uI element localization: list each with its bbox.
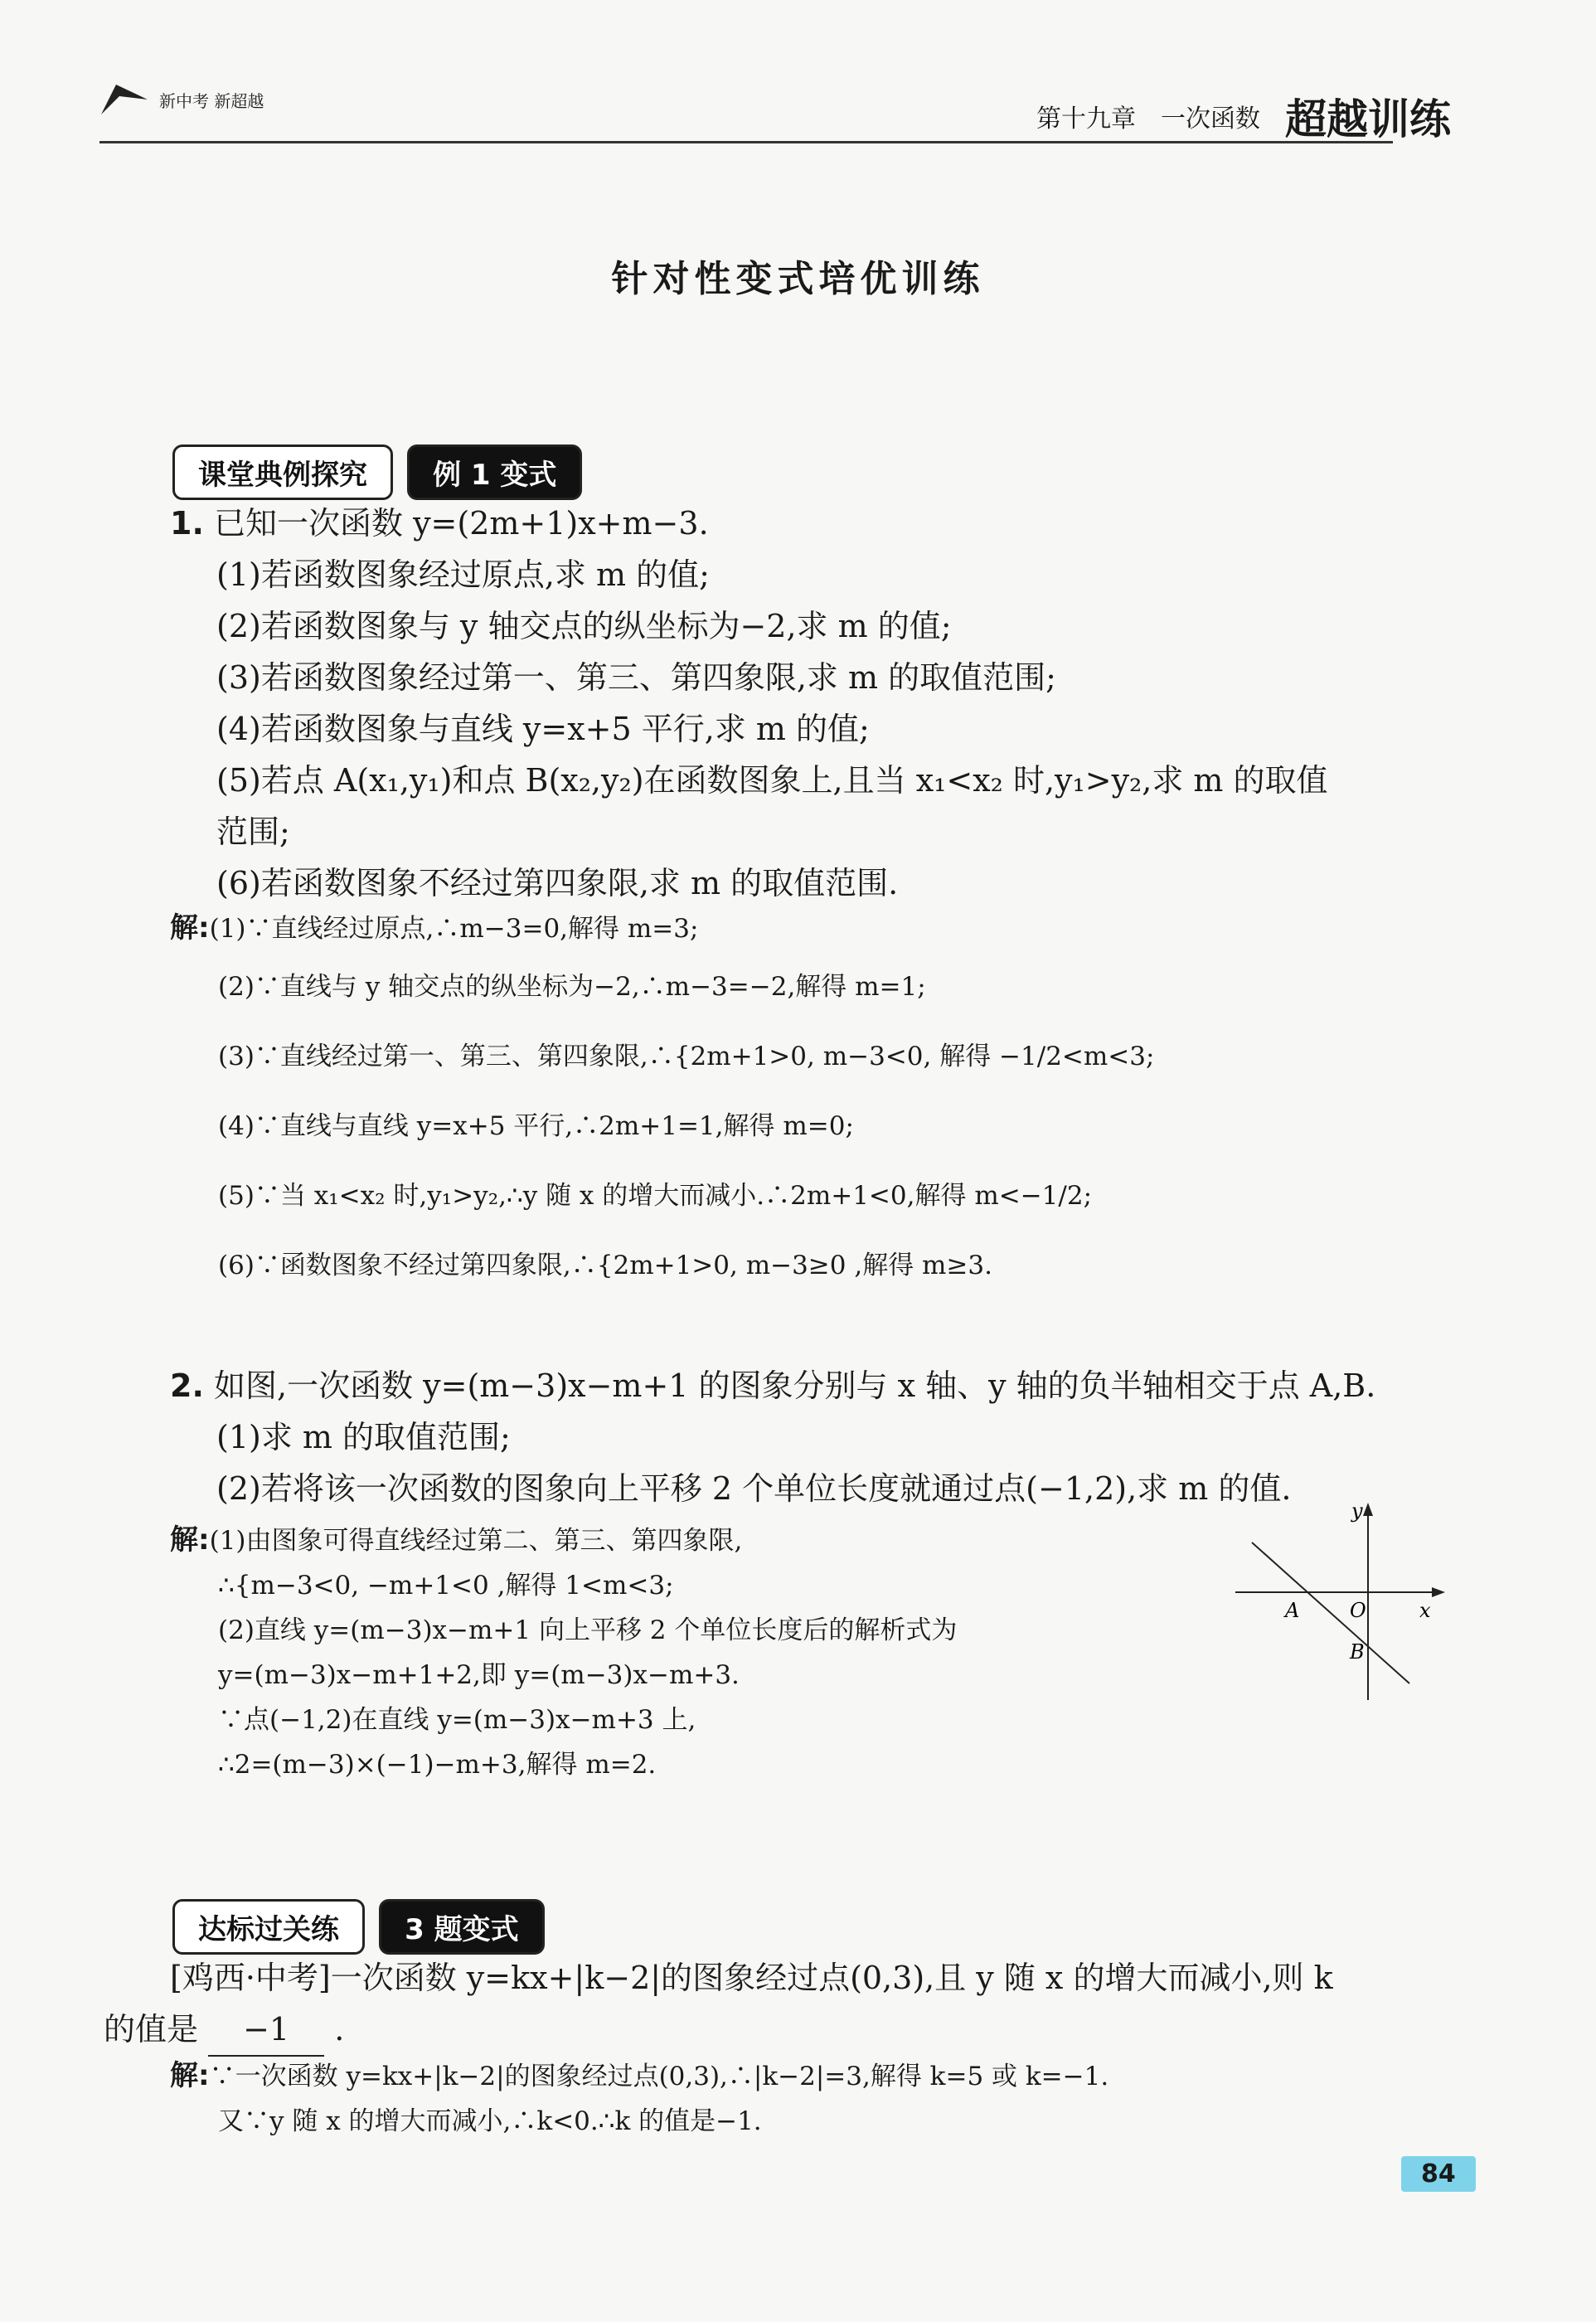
solution-3 [170, 2053, 1463, 2144]
solution-line: (2)直线 y=(m−3)x−m+1 向上平移 2 个单位长度后的解析式为 [218, 1615, 958, 1645]
question-part: (6)若函数图象不经过第四象限,求 m 的取值范围. [216, 865, 899, 901]
x-axis-arrow [1432, 1587, 1445, 1597]
point-b-label: B [1350, 1640, 1365, 1664]
section-tags-1 [172, 444, 582, 500]
solution-line: y=(m−3)x−m+1+2,即 y=(m−3)x−m+3. [218, 1660, 740, 1690]
question-part: (1)求 m 的取值范围; [216, 1419, 511, 1455]
question-stem: 已知一次函数 y=(2m+1)x+m−3. [213, 505, 709, 542]
section-tag-mastery: 达标过关练 [172, 1899, 365, 1955]
y-axis-arrow [1363, 1503, 1373, 1516]
section-tag-example: 例 1 变式 [407, 444, 582, 500]
question-part: (2)若将该一次函数的图象向上平移 2 个单位长度就通过点(−1,2),求 m 的值. [216, 1470, 1292, 1507]
solution-line: ∵一次函数 y=kx+|k−2|的图象经过点(0,3),∴|k−2|=3,解得 k=5 或 k=−1. [209, 2062, 1109, 2091]
question-1 [170, 498, 1463, 909]
question-part: (3)若函数图象经过第一、第三、第四象限,求 m 的取值范围; [216, 659, 1056, 696]
header-brand: 超越训练 [1285, 95, 1451, 143]
question-2 [170, 1360, 1480, 1514]
question-stem: 如图,一次函数 y=(m−3)x−m+1 的图象分别与 x 轴、y 轴的负半轴相交于点 A,B. [213, 1367, 1376, 1404]
question-number: 1. [170, 505, 204, 542]
answer-blank: −1 [208, 2004, 324, 2057]
section-tag-classroom: 课堂典例探究 [172, 444, 393, 500]
page-number: 84 [1401, 2156, 1476, 2192]
origin-label: O [1350, 1599, 1366, 1622]
solution-line: (2)∵直线与 y 轴交点的纵坐标为−2,∴m−3=−2,解得 m=1; [218, 972, 926, 1002]
solution-1 [170, 906, 1463, 1300]
section-tags-2 [172, 1899, 545, 1955]
solution-line: (1)由图象可得直线经过第二、第三、第四象限, [209, 1526, 743, 1556]
header-rule [99, 141, 1393, 143]
question-part: (2)若函数图象与 y 轴交点的纵坐标为−2,求 m 的值; [216, 608, 952, 644]
solution-line: ∵点(−1,2)在直线 y=(m−3)x−m+3 上, [218, 1705, 696, 1735]
question-3 [104, 1952, 1480, 2057]
function-line [1252, 1542, 1409, 1683]
solution-line: (6)∵函数图象不经过第四象限,∴{2m+1>0, m−3≥0 ,解得 m≥3. [218, 1251, 993, 1280]
solution-line: 又∵y 随 x 的增大而减小,∴k<0.∴k 的值是−1. [218, 2106, 762, 2136]
header-chapter: 第十九章 一次函数 [1036, 104, 1260, 134]
section-tag-variant: 3 题变式 [379, 1899, 545, 1955]
question-stem-suffix: . [334, 2011, 345, 2048]
y-axis-label: y [1351, 1499, 1363, 1523]
page-title: 针对性变式培优训练 [611, 258, 985, 300]
solution-line: ∴{m−3<0, −m+1<0 ,解得 1<m<3; [218, 1571, 674, 1601]
solution-label: 解: [170, 911, 210, 945]
solution-label: 解: [170, 1523, 210, 1557]
header-series-text: 新中考 新超越 [159, 90, 264, 111]
question-stem-prefix: 的值是 [104, 2011, 199, 2048]
point-a-label: A [1285, 1599, 1300, 1622]
solution-line: ∴2=(m−3)×(−1)−m+3,解得 m=2. [218, 1750, 657, 1780]
solution-line: (1)∵直线经过原点,∴m−3=0,解得 m=3; [209, 914, 699, 944]
solution-2 [170, 1518, 1248, 1787]
question-part: (5)若点 A(x₁,y₁)和点 B(x₂,y₂)在函数图象上,且当 x₁<x₂ 时,y₁>y₂,求 m 的取值 [216, 762, 1328, 799]
logo-icon [99, 83, 149, 116]
header-series [99, 83, 264, 116]
coordinate-figure [1227, 1493, 1459, 1708]
solution-line: (3)∵直线经过第一、第三、第四象限,∴{2m+1>0, m−3<0, 解得 −1/2<m<3; [218, 1042, 1155, 1071]
question-part: (4)若函数图象与直线 y=x+5 平行,求 m 的值; [216, 711, 870, 747]
question-stem: [鸡西·中考]一次函数 y=kx+|k−2|的图象经过点(0,3),且 y 随 x 的增大而减小,则 k [170, 1960, 1333, 1996]
question-number: 2. [170, 1367, 204, 1404]
x-axis-label: x [1419, 1599, 1431, 1622]
question-part: (1)若函数图象经过原点,求 m 的值; [216, 556, 710, 593]
solution-label: 解: [170, 2059, 210, 2092]
question-part: 范围; [216, 814, 290, 850]
solution-line: (4)∵直线与直线 y=x+5 平行,∴2m+1=1,解得 m=0; [218, 1111, 854, 1141]
solution-line: (5)∵当 x₁<x₂ 时,y₁>y₂,∴y 随 x 的增大而减小.∴2m+1<0,解得 m<−1/2; [218, 1181, 1093, 1211]
